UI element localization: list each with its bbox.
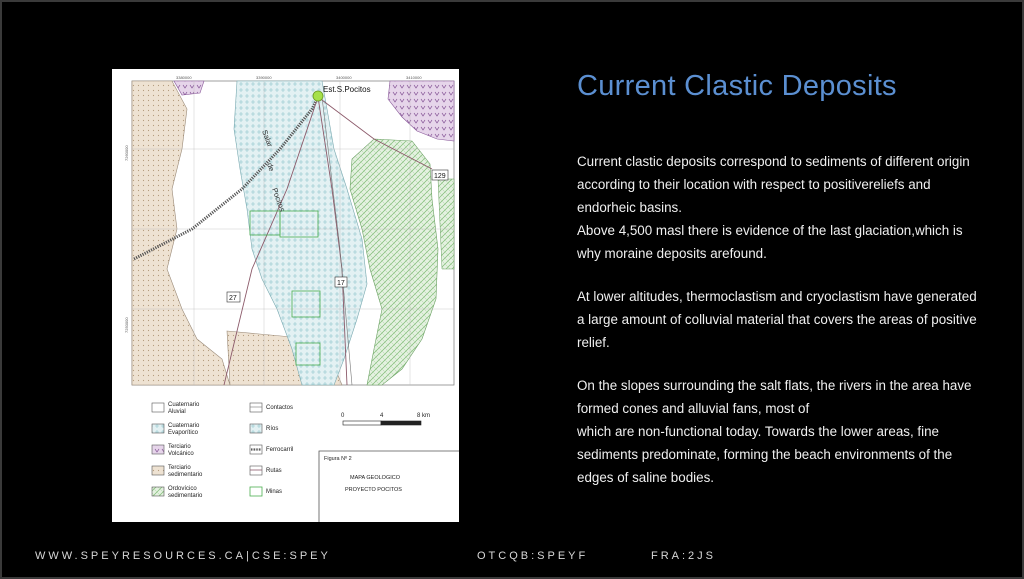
legend-ord-1: Ordovícico bbox=[168, 486, 197, 492]
legend-tsed-1: Terciario bbox=[168, 465, 191, 471]
paragraph-2: Above 4,500 masl there is evidence of the last glaciation,which is why moraine deposits arefound. bbox=[577, 223, 963, 261]
station-marker-icon bbox=[313, 91, 323, 101]
scale-4: 4 bbox=[380, 413, 384, 419]
scale-bar bbox=[341, 413, 430, 425]
legend-left bbox=[152, 402, 203, 499]
top-tick-2: 3390000 bbox=[256, 75, 272, 80]
geologic-map-svg bbox=[112, 69, 459, 522]
salar-label-2: de bbox=[265, 161, 277, 173]
left-tick-1: 7260000 bbox=[124, 145, 129, 161]
legend-contactos: Contactos bbox=[266, 405, 294, 411]
left-tick-2: 7250000 bbox=[124, 317, 129, 333]
paragraph-1: Current clastic deposits correspond to sediments of different origin according to their location with respect to positivereliefs and endorheic basins. bbox=[577, 154, 970, 215]
paragraph-3: At lower altitudes, thermoclastism and cryoclastism have generated a large amount of colluvial material that covers the areas of positive relief. bbox=[577, 289, 977, 350]
footer-fra: FRA:2JS bbox=[651, 550, 717, 562]
top-tick-4: 3410000 bbox=[406, 75, 422, 80]
legend-aluvial-2: Aluvial bbox=[168, 409, 186, 415]
legend-ferrocarril: Ferrocarril bbox=[266, 447, 294, 453]
legend-swatch-evaporitico bbox=[152, 424, 164, 433]
figure-line2: PROYECTO POCITOS bbox=[345, 487, 402, 493]
scale-8: 8 km bbox=[417, 413, 431, 419]
top-tick-1: 3380000 bbox=[176, 75, 192, 80]
top-tick-3: 3400000 bbox=[336, 75, 352, 80]
scale-0: 0 bbox=[341, 413, 345, 419]
salar-label-3: Pocitos bbox=[270, 186, 287, 213]
legend-swatch-aluvial bbox=[152, 403, 164, 412]
legend-minas: Minas bbox=[266, 489, 283, 495]
legend-rios: Ríos bbox=[266, 426, 279, 432]
legend-volc-1: Terciario bbox=[168, 444, 191, 450]
legend-swatch-volcanico bbox=[152, 445, 164, 454]
legend-volc-2: Volcánico bbox=[168, 451, 194, 457]
figure-box bbox=[319, 451, 459, 522]
legend-right bbox=[250, 403, 293, 496]
legend-aluvial-1: Cuaternario bbox=[168, 402, 200, 408]
legend-tsed-2: sedimentario bbox=[168, 472, 203, 478]
route-17-label: 17 bbox=[337, 280, 345, 287]
footer-website: WWW.SPEYRESOURCES.CA|CSE:SPEY bbox=[35, 550, 331, 562]
geologic-map bbox=[112, 69, 459, 522]
legend-rutas: Rutas bbox=[266, 468, 282, 474]
station-label: Est.S.Pocitos bbox=[323, 85, 371, 94]
route-129-label: 129 bbox=[434, 173, 446, 180]
legend-swatch-ordovicico bbox=[152, 487, 164, 496]
slide-title: Current Clastic Deposits bbox=[577, 70, 897, 102]
footer-otcqb: OTCQB:SPEYF bbox=[477, 550, 589, 562]
slide-body bbox=[577, 150, 987, 489]
salar-label-1: Salar bbox=[260, 128, 275, 149]
figure-line1: MAPA GEOLOGICO bbox=[350, 475, 401, 481]
figure-number: Figura Nº 2 bbox=[324, 456, 352, 462]
legend-evap-1: Cuaternario bbox=[168, 423, 200, 429]
paragraph-4: On the slopes surrounding the salt flats, the rivers in the area have formed cones and alluvial fans, most of bbox=[577, 378, 972, 416]
paragraph-5: which are non-functional today. Towards the lower areas, fine sediments predominate, forming the beach environments of the edges of saline bodies. bbox=[577, 424, 953, 485]
legend-ord-2: sedimentario bbox=[168, 493, 203, 499]
legend-evap-2: Evaporítico bbox=[168, 430, 199, 436]
legend-swatch-terciario-sed bbox=[152, 466, 164, 475]
route-27-label: 27 bbox=[229, 295, 237, 302]
